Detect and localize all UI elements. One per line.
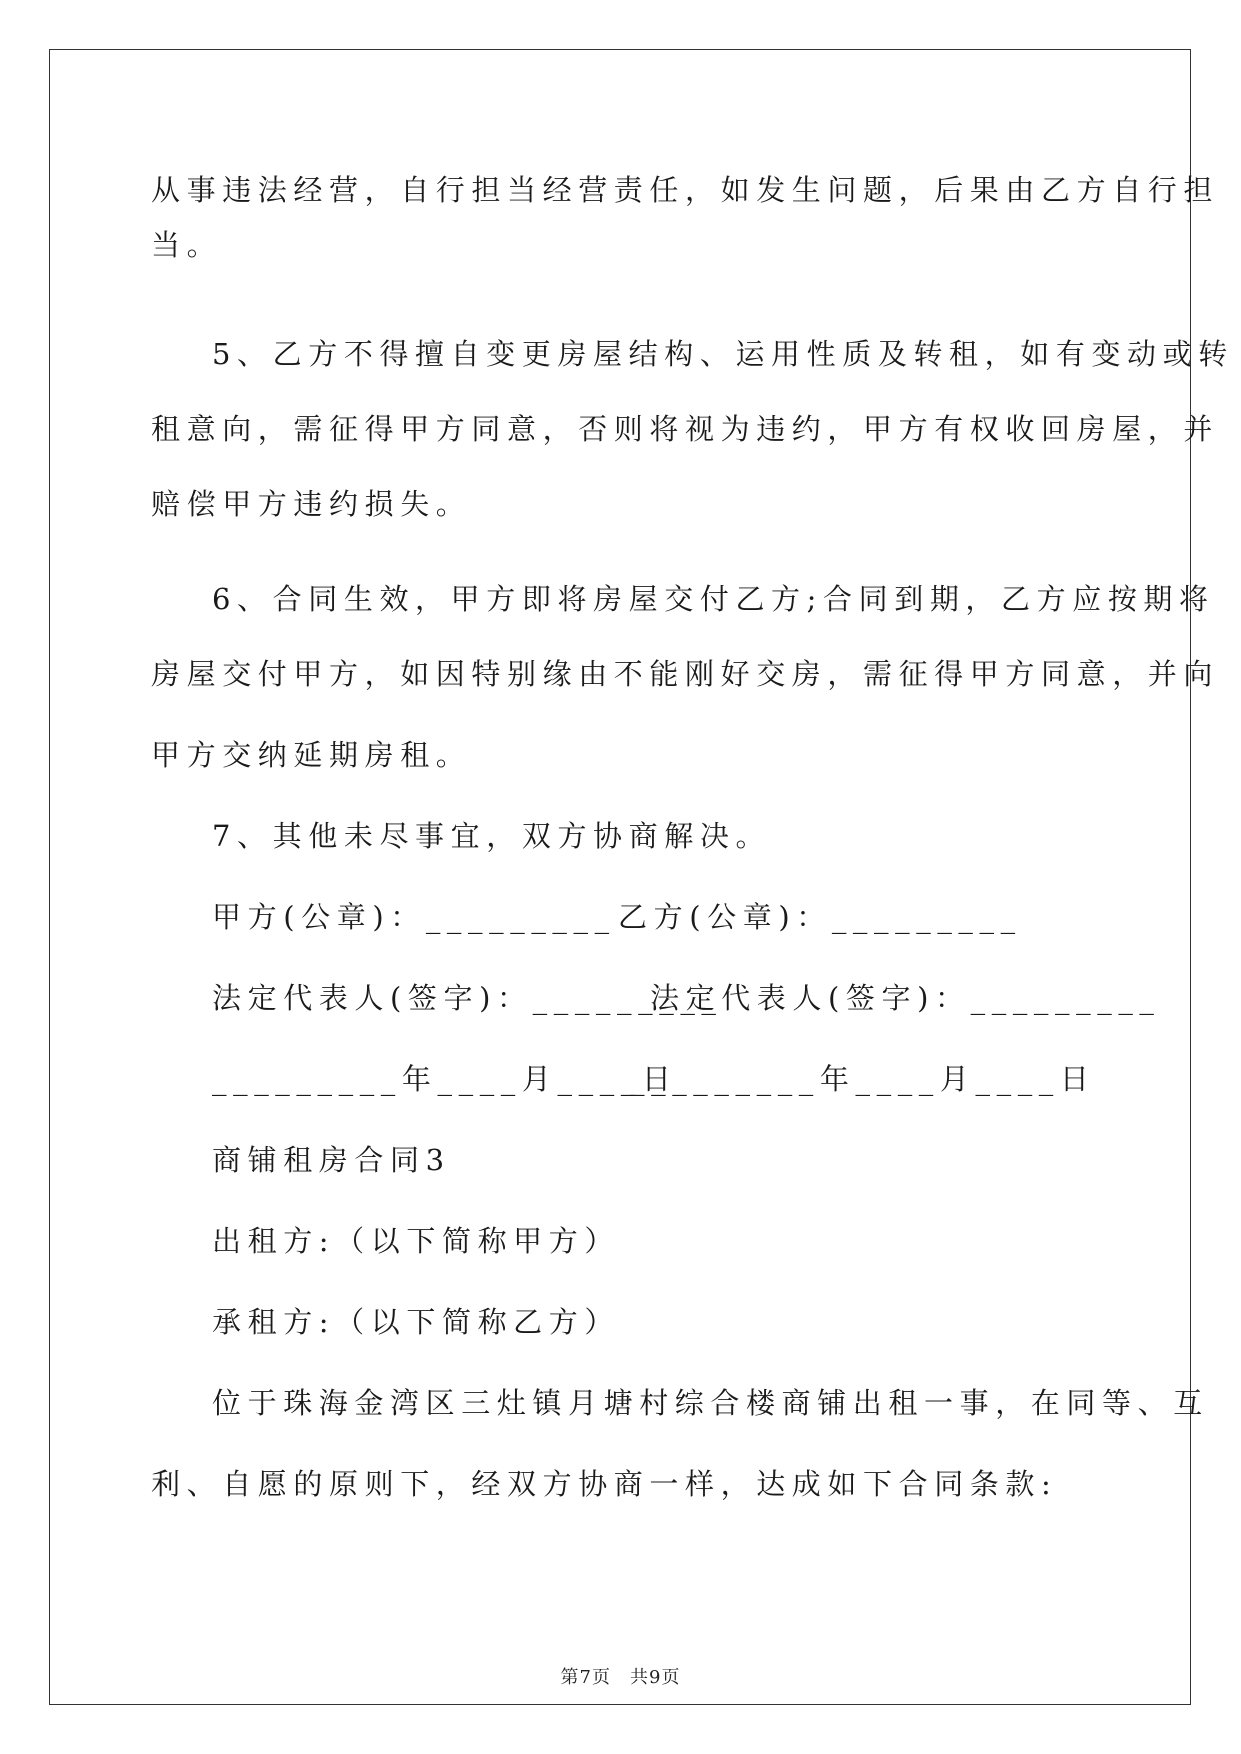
party-a-seal: 甲方(公章)：_________ [212, 900, 616, 934]
page-border [49, 49, 1191, 1705]
party-a-date: _________年____月____日 [212, 1062, 678, 1096]
page-footer: 第7页 共9页 [560, 1667, 681, 1688]
intro-line: 位于珠海金湾区三灶镇月塘村综合楼商铺出租一事，在同等、互 [212, 1386, 1209, 1420]
clause-5-line: 5、乙方不得擅自变更房屋结构、运用性质及转租，如有变动或转 [212, 337, 1234, 371]
clause-5-line: 租意向，需征得甲方同意，否则将视为违约，甲方有权收回房屋，并 [151, 412, 1220, 446]
lessor-line: 出租方:（以下简称甲方） [212, 1224, 620, 1258]
party-b-seal: 乙方(公章)：_________ [618, 900, 1022, 934]
clause-7-line: 7、其他未尽事宜，双方协商解决。 [212, 819, 772, 853]
paragraph-line: 从事违法经营，自行担当经营责任，如发生问题，后果由乙方自行担 [151, 173, 1220, 207]
clause-5-line: 赔偿甲方违约损失。 [151, 487, 472, 521]
party-b-representative: 法定代表人(签字)：_________ [650, 981, 1161, 1015]
contract-3-title: 商铺租房合同3 [212, 1143, 451, 1177]
party-a-representative: 法定代表人(签字)：_________ [212, 981, 723, 1015]
lessee-line: 承租方:（以下简称乙方） [212, 1305, 620, 1339]
clause-6-line: 房屋交付甲方，如因特别缘由不能刚好交房，需征得甲方同意，并向 [151, 657, 1220, 691]
clause-6-line: 6、合同生效，甲方即将房屋交付乙方;合同到期，乙方应按期将 [212, 582, 1215, 616]
clause-6-line: 甲方交纳延期房租。 [151, 738, 472, 772]
paragraph-line: 当。 [151, 228, 223, 262]
party-b-date: _________年____月____日 [630, 1062, 1096, 1096]
intro-line: 利、自愿的原则下，经双方协商一样，达成如下合同条款: [151, 1467, 1058, 1501]
